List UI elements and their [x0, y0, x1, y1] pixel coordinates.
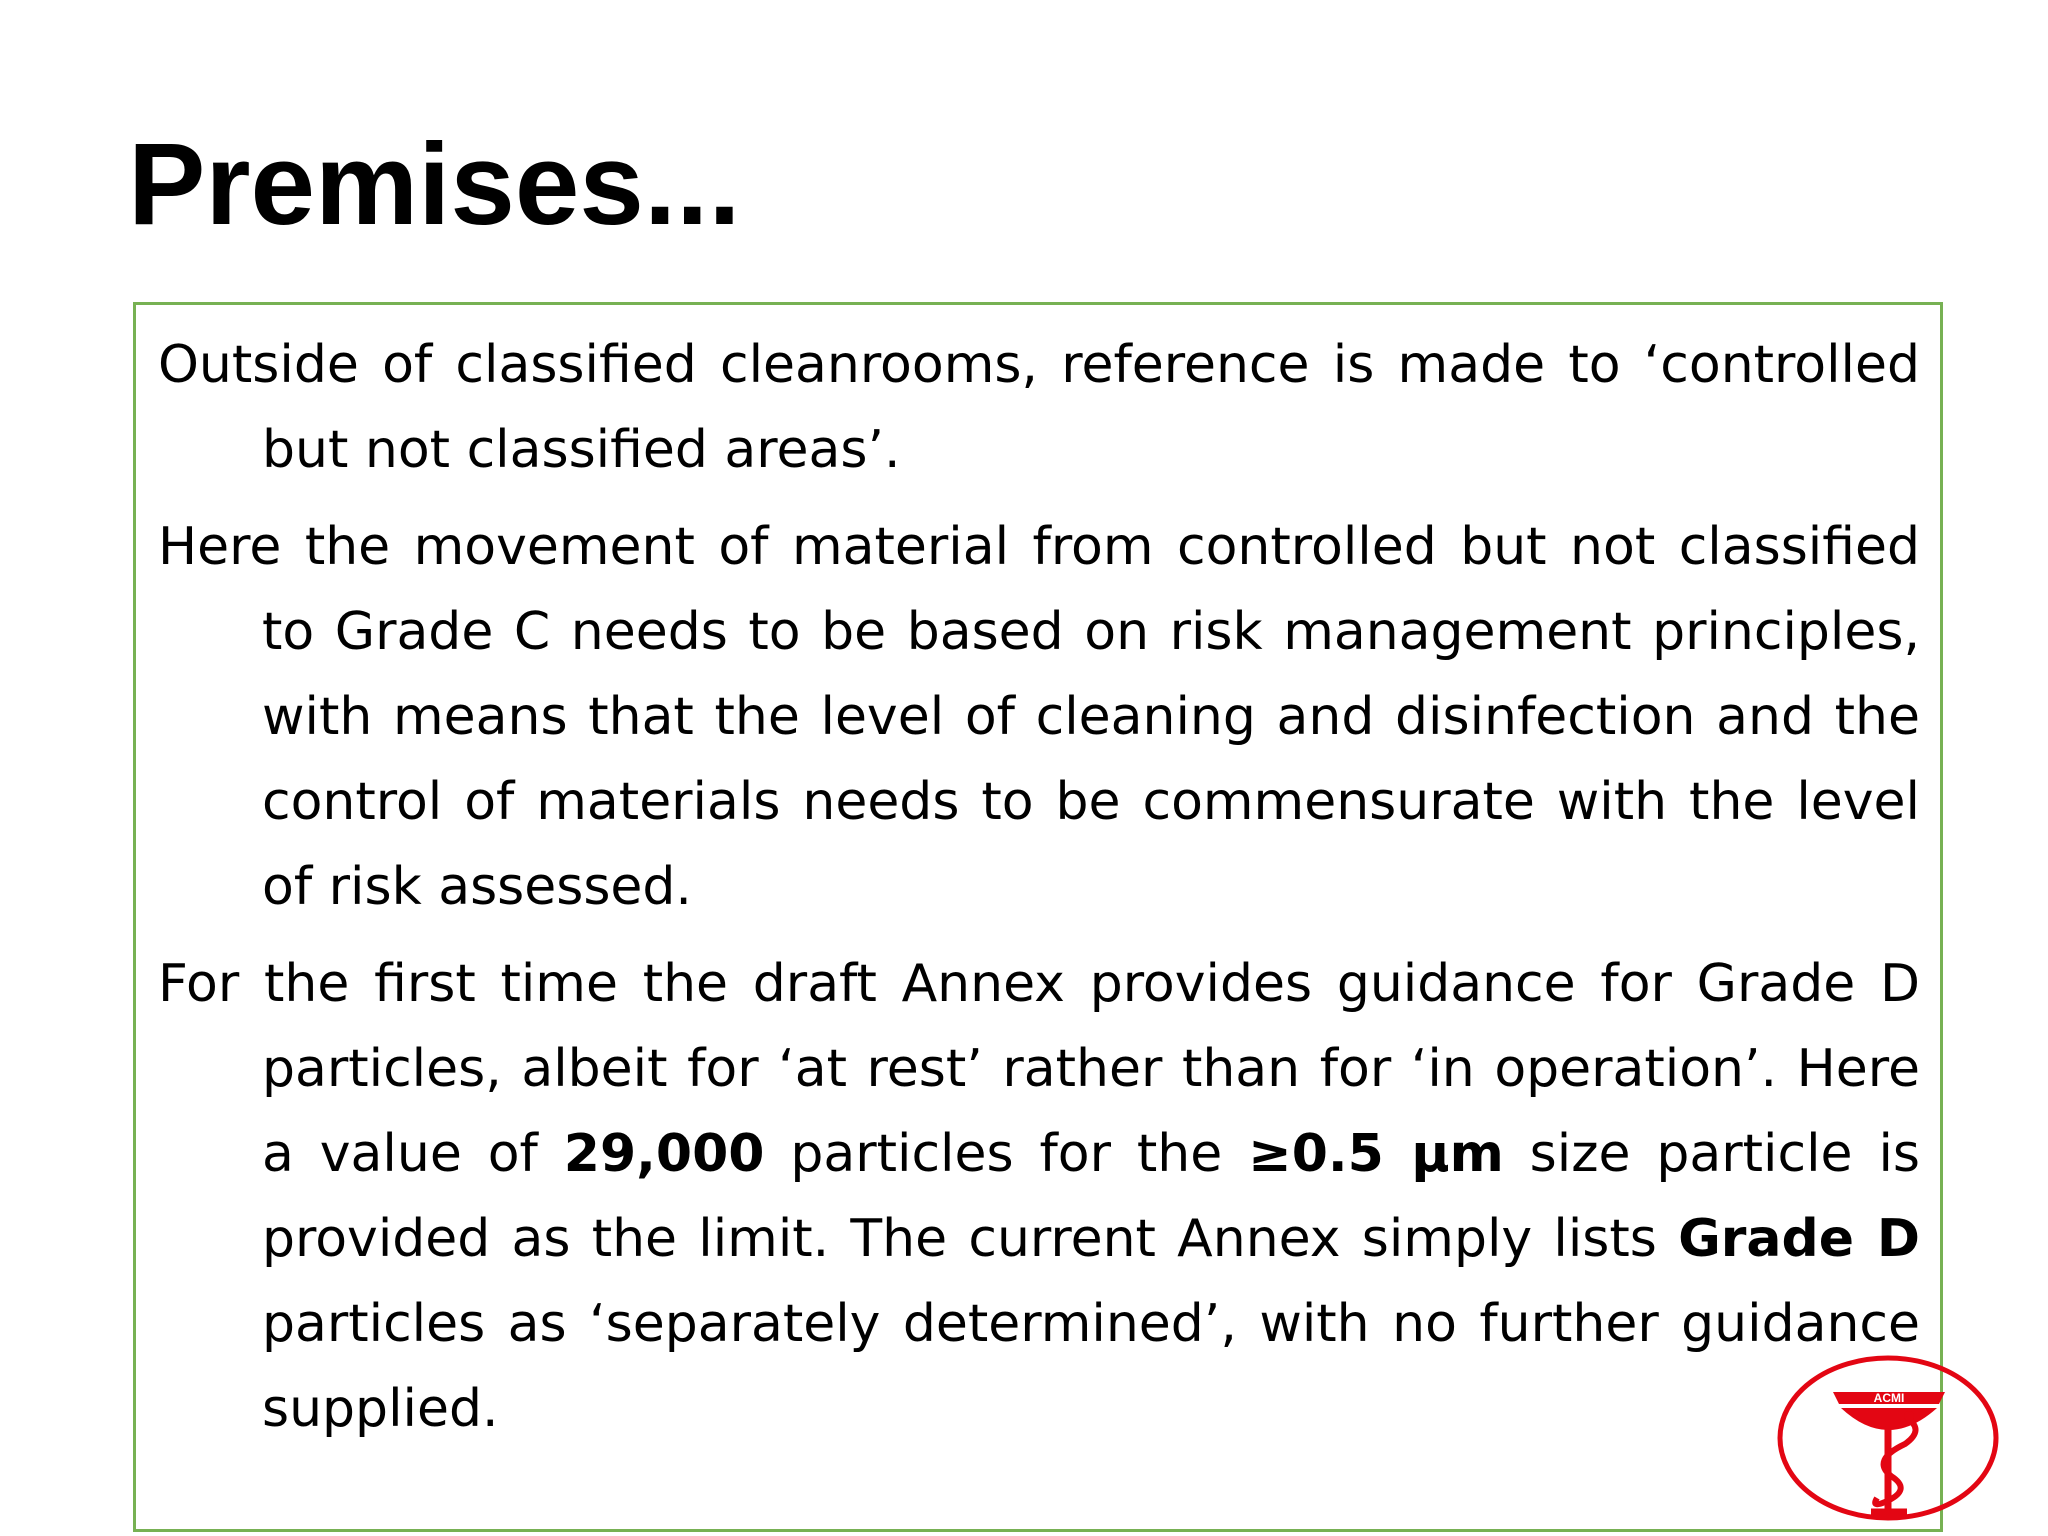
paragraph-grade-d-particles	[158, 942, 1920, 1452]
text-run: size particle is provided as the limit. The current Annex simply lists	[262, 1124, 1920, 1269]
text-run: For the first time the draft Annex provides guidance for Grade D particles, albeit for ‘at rest’ rather than for ‘in operation’. Here a value of	[158, 954, 1920, 1184]
text-run: particles as ‘separately determined’, with no further guidance supplied.	[262, 1294, 1920, 1439]
bold-grade-d: Grade D	[1678, 1209, 1920, 1269]
content-box	[133, 302, 1943, 1532]
text-run: particles for the	[764, 1124, 1249, 1184]
slide-title: Premises...	[128, 119, 741, 249]
pharmacy-bowl-of-hygieia-logo-icon	[1775, 1352, 2001, 1524]
logo-lettering: ACMI	[1873, 1391, 1905, 1405]
paragraph-controlled-areas: Outside of classified cleanrooms, reference is made to ‘controlled but not classified areas’.	[158, 335, 1920, 480]
bold-particle-count: 29,000	[563, 1124, 765, 1184]
paragraph-material-movement: Here the movement of material from controlled but not classified to Grade C needs to be based on risk management principles, with means that the level of cleaning and disinfection and the control of materials needs to be commensurate with the level of risk assessed.	[158, 517, 1920, 917]
bold-particle-size: ≥0.5 µm	[1248, 1124, 1504, 1184]
